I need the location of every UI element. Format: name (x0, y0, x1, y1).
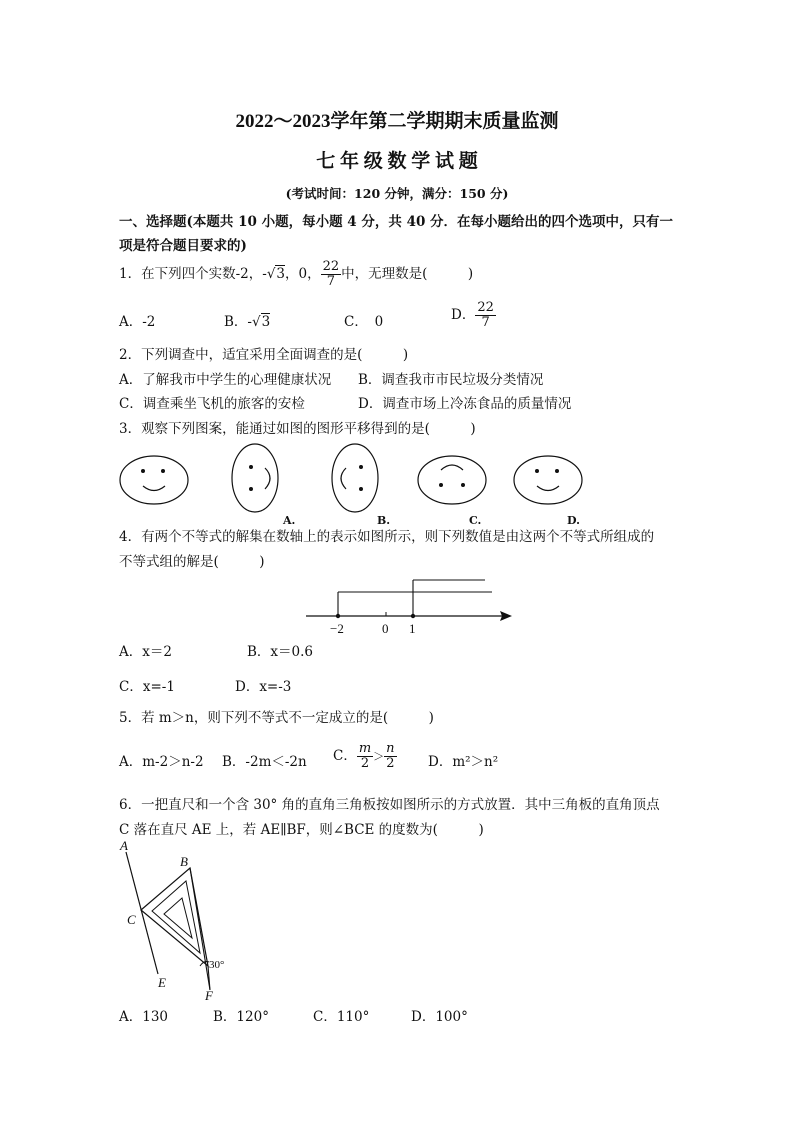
exam-title: 2022～2023学年第二学期期末质量监测 (235, 111, 559, 132)
q1-fraction-num: 22 (322, 259, 340, 275)
q1-option-a[interactable]: A．-2 (119, 314, 156, 330)
q1-option-b-sqrt-symbol: √ (251, 314, 261, 330)
q1-option-b-sqrt-value: 3 (261, 314, 271, 330)
q3-label-b: B. (377, 514, 391, 527)
q3-label-c: C. (469, 514, 482, 527)
q1-stem-part-b: ，0， (285, 266, 321, 282)
q5-option-c[interactable] (333, 738, 397, 775)
q6-label-a: A (120, 838, 128, 853)
q5-option-c-frac2 (384, 742, 396, 770)
q6-option-a[interactable]: A．130 (119, 1009, 169, 1025)
q3-option-d-face[interactable] (514, 456, 582, 504)
q6-label-c: C (127, 912, 136, 927)
q3-option-c-face[interactable] (418, 456, 486, 504)
q5-option-b[interactable]: B．-2m＜-2n (222, 754, 307, 770)
q1-fraction-den: 7 (326, 274, 336, 289)
q1-option-d-fraction (475, 301, 496, 329)
q2-option-b[interactable]: B．调查我市市民垃圾分类情况 (358, 372, 544, 388)
q4-number-line (300, 572, 520, 638)
question-6-stem-line1: 6．一把直尺和一个含 30° 角的直角三角板按如图所示的方式放置．其中三角板的直角顶点 (119, 797, 660, 813)
section-heading-line1: 一、选择题(本题共 10 小题，每小题 4 分，共 40 分．在每小题给出的四个选项中，只有一 (119, 214, 674, 230)
q1-stem-part-a: 1．在下列四个实数-2，- (119, 266, 267, 282)
q1-option-d-den: 7 (481, 315, 490, 330)
q3-option-a-face[interactable] (232, 444, 278, 512)
q4-option-b[interactable]: B．x＝0.6 (247, 644, 314, 660)
q1-option-b-prefix: B．- (224, 314, 252, 330)
question-5-stem: 5．若 m＞n，则下列不等式不一定成立的是( ) (119, 710, 434, 726)
q1-option-d[interactable] (451, 297, 496, 333)
q4-label-0: 0 (382, 621, 389, 636)
question-3-stem: 3．观察下列图案，能通过如图的图形平移得到的是( ) (119, 421, 476, 437)
q6-label-e: E (158, 975, 166, 990)
question-4-stem-line2: 不等式组的解是( ) (119, 554, 265, 570)
q3-label-d: D. (567, 514, 580, 527)
q4-label-neg2: −2 (330, 621, 344, 636)
q2-option-d[interactable]: D．调查市场上冷冻食品的质量情况 (358, 396, 572, 412)
q1-option-c[interactable]: C． 0 (344, 314, 384, 330)
q3-option-b-face[interactable] (332, 444, 378, 512)
q1-stem-part-c: 中，无理数是( ) (341, 266, 474, 282)
q4-label-1: 1 (409, 621, 416, 636)
q2-option-c[interactable]: C．调查乘坐飞机的旅客的安检 (119, 396, 305, 412)
q5-option-d[interactable]: D．m²＞n² (428, 754, 499, 770)
q5-c-op: ＞ (373, 750, 385, 763)
question-1-stem (119, 256, 473, 292)
q1-fraction (321, 260, 342, 288)
q6-ruler-triangle-figure (112, 838, 242, 1004)
q5-option-c-frac1 (357, 742, 373, 770)
q5-c-den1: 2 (360, 756, 370, 771)
q5-c-num1: m (358, 741, 372, 757)
q5-option-c-prefix: C． (333, 748, 357, 764)
q6-label-b: B (180, 854, 188, 869)
question-4-stem-line1: 4．有两个不等式的解集在数轴上的表示如图所示，则下列数值是由这两个不等式所组成的 (119, 529, 655, 545)
q3-label-a: A. (283, 514, 296, 527)
q4-option-a[interactable]: A．x＝2 (119, 644, 172, 660)
section-heading-line2: 项是符合题目要求的) (119, 238, 247, 254)
question-6-stem-line2: C 落在直尺 AE 上，若 AE∥BF，则∠BCE 的度数为( ) (119, 822, 484, 838)
q6-label-f: F (205, 988, 213, 1003)
q1-sqrt-symbol: √ (266, 266, 276, 282)
q1-option-d-num: 22 (477, 300, 494, 316)
q2-option-a[interactable]: A．了解我市中学生的心理健康状况 (119, 372, 332, 388)
q3-faces-figure (110, 438, 600, 530)
exam-info: (考试时间：120 分钟，满分：150 分) (285, 186, 509, 201)
q6-option-c[interactable]: C．110° (313, 1009, 370, 1025)
q4-option-c[interactable]: C．x=-1 (119, 679, 175, 695)
q6-option-b[interactable]: B．120° (213, 1009, 269, 1025)
q1-option-b[interactable] (224, 310, 270, 330)
q5-c-den2: 2 (386, 756, 395, 771)
q4-option-d[interactable]: D．x=-3 (235, 679, 292, 695)
q3-original-face (120, 456, 188, 504)
q1-sqrt-value: 3 (276, 266, 286, 282)
exam-subtitle: 七 年 级 数 学 试 题 (316, 151, 478, 172)
question-2-stem: 2．下列调查中，适宜采用全面调查的是( ) (119, 347, 409, 363)
q6-label-angle: 30° (209, 959, 225, 971)
q5-option-a[interactable]: A．m-2＞n-2 (119, 754, 204, 770)
q1-option-d-prefix: D． (451, 307, 476, 323)
q6-option-d[interactable]: D．100° (411, 1009, 468, 1025)
q5-c-num2: n (386, 741, 395, 757)
